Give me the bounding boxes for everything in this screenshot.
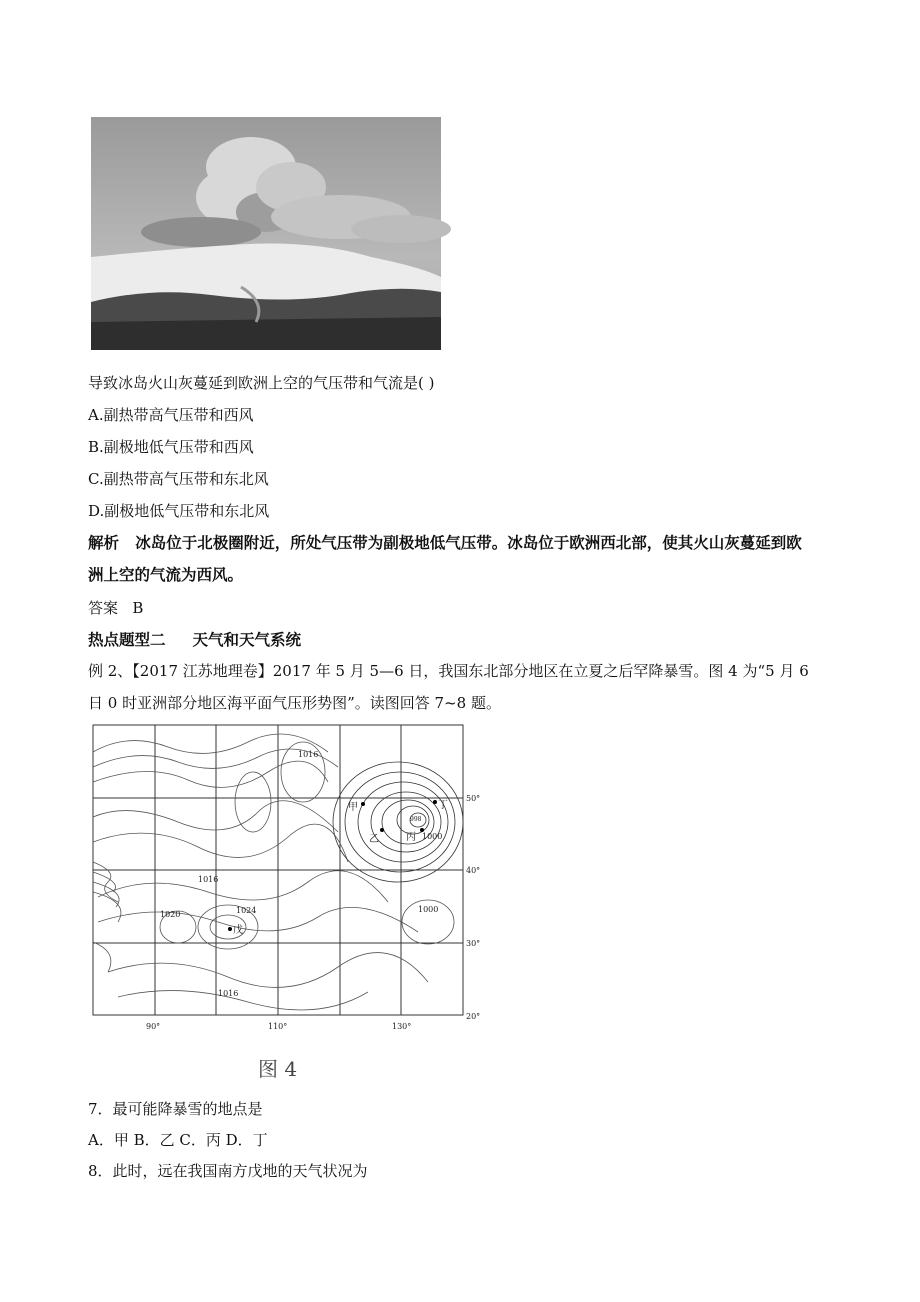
section-title: 热点题型二 (88, 631, 166, 649)
figure-caption: 图 4 (258, 1057, 298, 1081)
isobar-label: 998 (410, 816, 422, 823)
answer-label: 答案 (88, 599, 119, 617)
question-8: 8．此时，远在我国南方戊地的天气状况为 (88, 1162, 368, 1180)
isobar-label: 1000 (422, 832, 443, 841)
place-ding: 丁 (438, 800, 448, 811)
isobar-label: 1016 (198, 875, 219, 884)
lat-label: 50° (466, 794, 481, 803)
isobar-label: 1020 (160, 910, 181, 919)
question-7: 7．最可能降暴雪的地点是 (88, 1100, 263, 1118)
place-wu: 戊 (233, 925, 243, 936)
lat-label: 30° (466, 939, 481, 948)
answer-value: B (132, 599, 144, 617)
section-heading (88, 628, 301, 650)
section-topic: 天气和天气系统 (192, 631, 302, 649)
option-a: A.副热带高气压带和西风 (88, 406, 254, 424)
isobar-label: 1016 (298, 750, 319, 759)
lon-label: 110° (268, 1022, 288, 1031)
option-c: C.副热带高气压带和东北风 (88, 470, 269, 488)
analysis-label: 解析 (88, 534, 120, 552)
isobar-label: 1024 (236, 906, 257, 915)
option-b: B.副极地低气压带和西风 (88, 438, 254, 456)
place-jia: 甲 (348, 802, 358, 813)
place-bing: 丙 (406, 832, 416, 843)
isobar-label: 1000 (418, 905, 439, 914)
analysis-line-1 (88, 531, 802, 553)
answer-line (88, 597, 143, 618)
isobar-label: 1016 (218, 989, 239, 998)
volcano-photo (91, 117, 441, 350)
lat-label: 40° (466, 866, 481, 875)
example-line-1: 例 2、【2017 江苏地理卷】2017 年 5 月 5—6 日，我国东北部分地区在立夏之后罕降暴雪。图 4 为“5 月 6 (88, 662, 809, 680)
analysis-text-2: 洲上空的气流为西风。 (88, 566, 244, 584)
lat-label: 20° (466, 1012, 481, 1021)
option-d: D.副极地低气压带和东北风 (88, 502, 270, 520)
lon-label: 130° (392, 1022, 412, 1031)
analysis-text-1: 冰岛位于北极圈附近，所处气压带为副极地低气压带。冰岛位于欧洲西北部，使其火山灰蔓延到欧 (135, 534, 802, 552)
lon-label: 90° (146, 1022, 161, 1031)
question-7-options: A．甲 B．乙 C．丙 D．丁 (88, 1131, 268, 1149)
pressure-map (88, 722, 481, 1084)
question-stem: 导致冰岛火山灰蔓延到欧洲上空的气压带和气流是( ) (88, 374, 435, 392)
example-line-2: 日 0 时亚洲部分地区海平面气压形势图”。读图回答 7~8 题。 (88, 694, 501, 712)
place-yi: 乙 (369, 834, 379, 845)
